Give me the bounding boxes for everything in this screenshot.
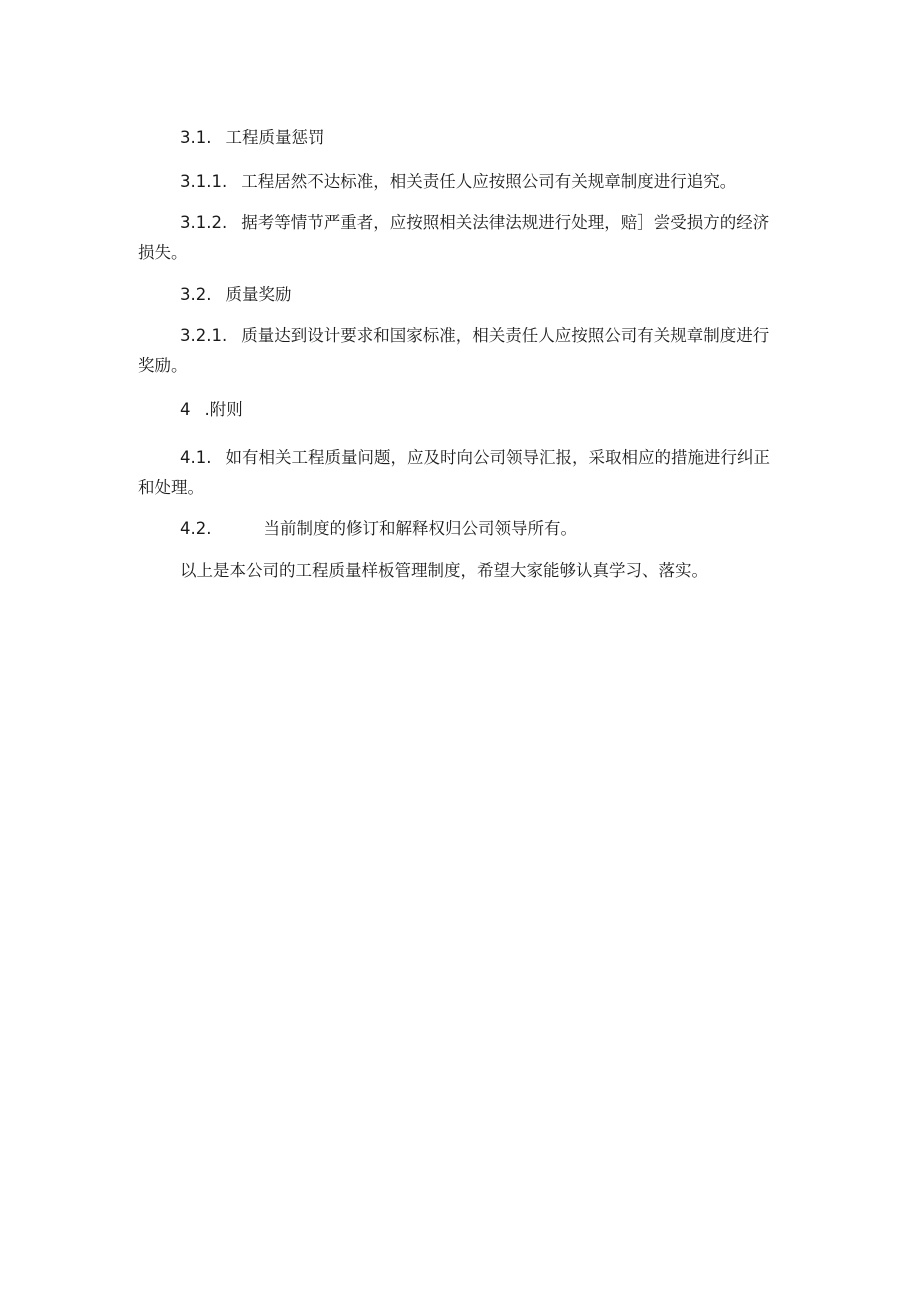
paragraph-text-continued: 损失。: [138, 243, 188, 262]
paragraph-text: 如有相关工程质量问题，应及时向公司领导汇报，采取相应的措施进行纠正: [225, 448, 770, 467]
paragraph-3-1-2: [138, 208, 783, 268]
section-heading: .附则: [204, 400, 243, 419]
closing-paragraph: [138, 556, 783, 586]
paragraph-3-2-1: [138, 321, 783, 381]
paragraph-text: 当前制度的修订和解释权归公司领导所有。: [263, 519, 577, 538]
paragraph-text: 质量达到设计要求和国家标准，相关责任人应按照公司有关规章制度进行: [241, 326, 770, 345]
paragraph-4: [138, 395, 783, 425]
section-number: 3.1.: [180, 128, 212, 147]
section-number: 4: [180, 400, 191, 419]
section-number: 4.2.: [180, 519, 212, 538]
paragraph-text-continued: 奖励。: [138, 356, 188, 375]
paragraph-3-2: [138, 280, 783, 310]
section-number: 4.1.: [180, 448, 212, 467]
paragraph-3-1: [138, 123, 783, 153]
paragraph-text: 工程居然不达标准，相关责任人应按照公司有关规章制度进行追究。: [241, 172, 737, 191]
paragraph-text-continued: 和处理。: [138, 478, 204, 497]
paragraph-4-1: [138, 443, 783, 503]
paragraph-3-1-1: [138, 167, 783, 197]
paragraph-4-2: [138, 514, 783, 544]
section-heading: 工程质量惩罚: [225, 128, 325, 147]
section-number: 3.1.2.: [180, 213, 228, 232]
section-number: 3.2.1.: [180, 326, 228, 345]
section-number: 3.2.: [180, 285, 212, 304]
section-number: 3.1.1.: [180, 172, 228, 191]
paragraph-text: 据考等情节严重者，应按照相关法律法规进行处理，赔］尝受损方的经济: [241, 213, 770, 232]
paragraph-text: 以上是本公司的工程质量样板管理制度，希望大家能够认真学习、落实。: [180, 561, 708, 580]
section-heading: 质量奖励: [225, 285, 292, 304]
